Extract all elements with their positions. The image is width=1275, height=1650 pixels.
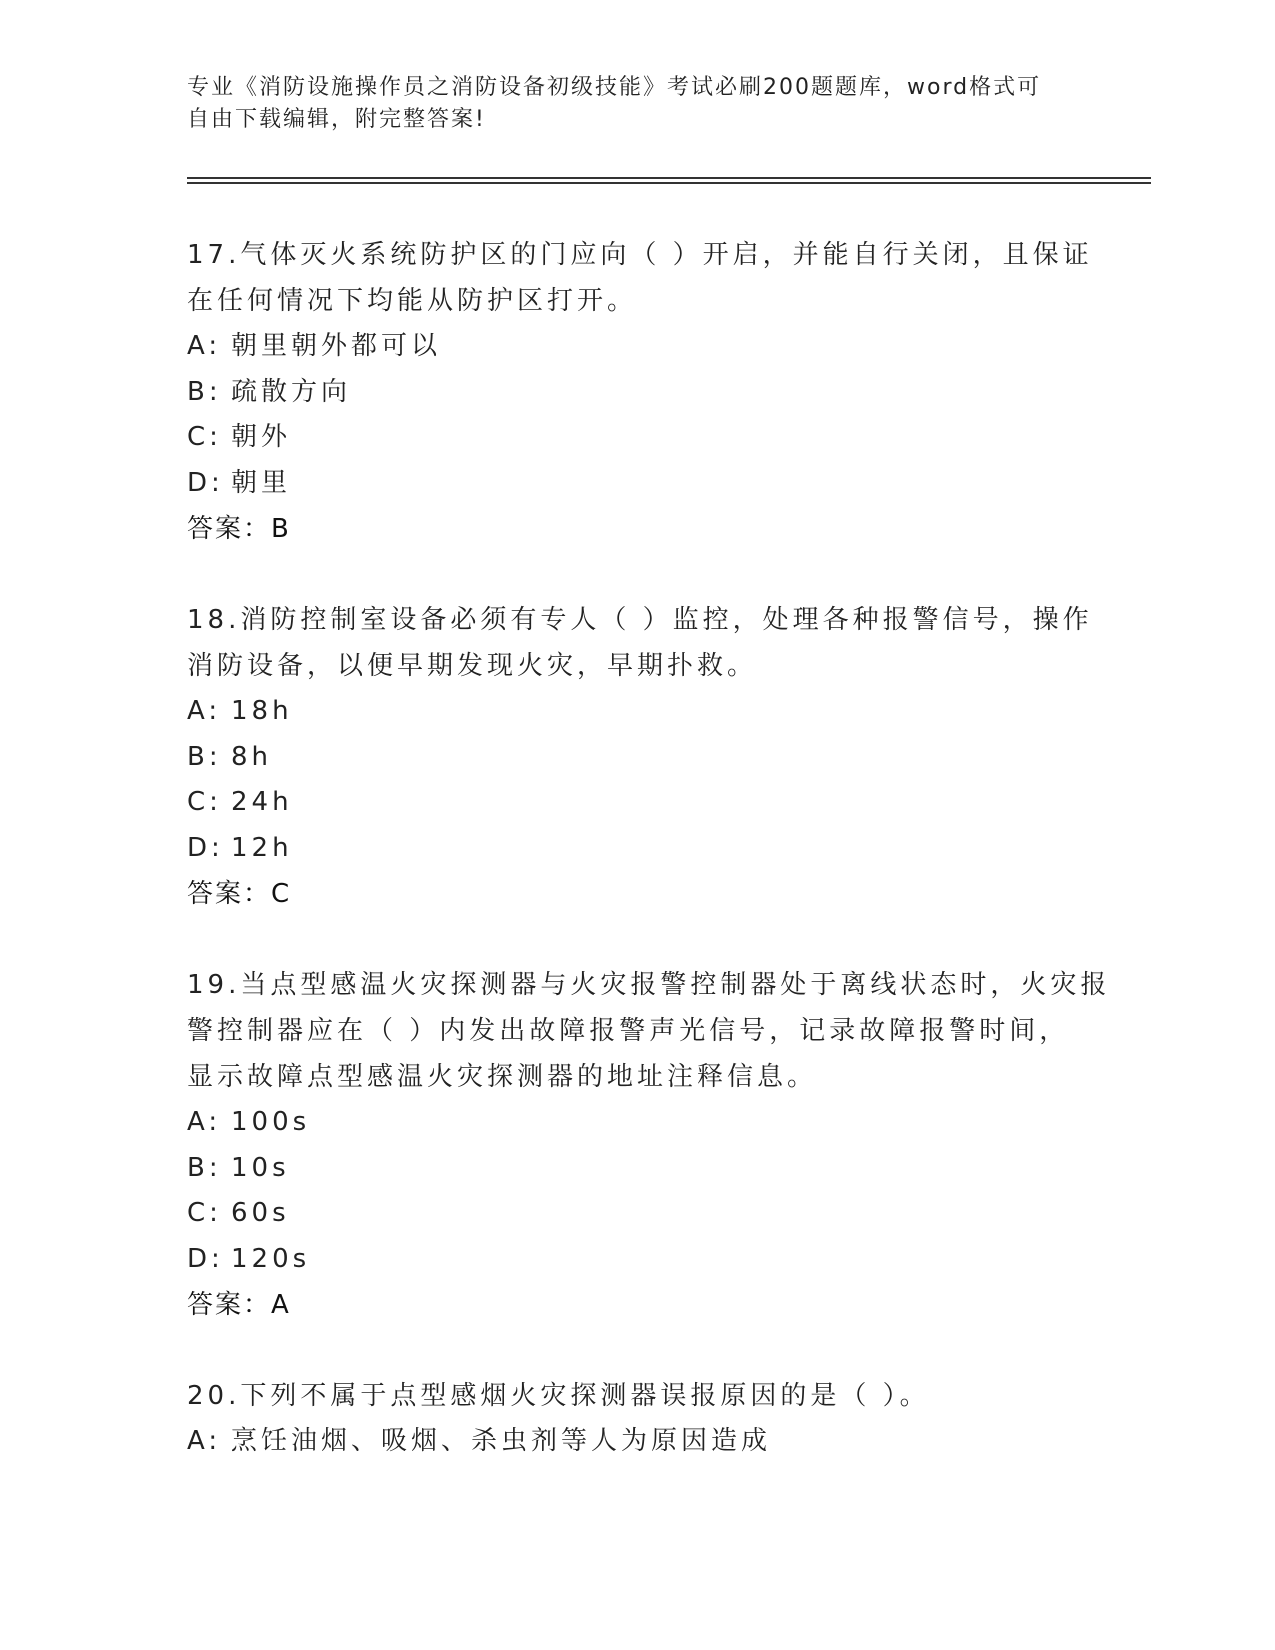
question-stem-line: 17.气体灭火系统防护区的门应向（ ）开启，并能自行关闭，且保证	[187, 240, 1093, 270]
option-letter: C:	[187, 787, 222, 817]
option-letter: B:	[187, 741, 222, 772]
option-letter: C:	[187, 422, 222, 452]
question-stem-line: 消防设备，以便早期发现火灾，早期扑救。	[187, 651, 758, 681]
header-divider-top	[187, 177, 1151, 179]
option-text: 朝外	[231, 422, 292, 452]
option-c	[187, 780, 1087, 826]
option-letter: D:	[187, 832, 224, 863]
question-19	[187, 962, 1111, 1328]
option-text: 18h	[231, 696, 293, 726]
option-text: 朝里朝外都可以	[231, 331, 442, 361]
question-stem	[187, 962, 1111, 1100]
answer-text: 答案：C	[187, 879, 292, 909]
option-c	[187, 1191, 1087, 1237]
option-text: 8h	[231, 741, 273, 772]
option-a	[187, 1419, 1087, 1465]
option-b	[187, 1146, 1087, 1192]
question-stem	[187, 232, 1093, 324]
option-text: 10s	[231, 1152, 290, 1183]
question-stem	[187, 1373, 1067, 1419]
option-text: 12h	[231, 832, 293, 863]
option-letter: A:	[187, 696, 222, 726]
header-divider-bottom	[187, 182, 1151, 184]
question-stem-line: 20.下列不属于点型感烟火灾探测器误报原因的是（ ）。	[187, 1381, 930, 1411]
question-stem-line: 警控制器应在（ ）内发出故障报警声光信号，记录故障报警时间，	[187, 1016, 1070, 1046]
question-stem	[187, 597, 1093, 689]
question-list	[187, 232, 1111, 1510]
question-stem-line: 显示故障点型感温火灾探测器的地址注释信息。	[187, 1062, 818, 1092]
option-letter: C:	[187, 1198, 222, 1228]
option-a	[187, 324, 1087, 370]
answer-text: 答案：B	[187, 514, 291, 544]
option-text: 朝里	[231, 467, 292, 498]
option-letter: B:	[187, 376, 222, 407]
option-a	[187, 1100, 1087, 1146]
header-title-line-1: 专业《消防设施操作员之消防设备初级技能》考试必刷200题题库，word格式可	[187, 75, 1042, 100]
question-18	[187, 597, 1093, 917]
question-20	[187, 1373, 1087, 1465]
option-b	[187, 370, 1087, 416]
option-letter: D:	[187, 467, 224, 498]
option-letter: A:	[187, 1426, 222, 1456]
option-d	[187, 1237, 1087, 1283]
header-title-line-2: 自由下载编辑，附完整答案!	[187, 107, 486, 132]
document-header	[187, 72, 1067, 136]
option-b	[187, 735, 1087, 781]
option-a	[187, 689, 1087, 735]
option-text: 24h	[231, 787, 293, 817]
option-text: 烹饪油烟、吸烟、杀虫剂等人为原因造成	[231, 1426, 772, 1456]
question-stem-line: 18.消防控制室设备必须有专人（ ）监控，处理各种报警信号，操作	[187, 605, 1093, 635]
option-text: 120s	[231, 1243, 311, 1274]
answer-text: 答案：A	[187, 1290, 291, 1320]
option-text: 疏散方向	[231, 376, 352, 407]
option-letter: A:	[187, 331, 222, 361]
option-letter: B:	[187, 1152, 222, 1183]
question-stem-line: 在任何情况下均能从防护区打开。	[187, 286, 638, 316]
option-d	[187, 826, 1087, 872]
option-d	[187, 461, 1087, 507]
question-stem-line: 19.当点型感温火灾探测器与火灾报警控制器处于离线状态时，火灾报	[187, 970, 1111, 1000]
question-17	[187, 232, 1093, 552]
option-text: 100s	[231, 1107, 311, 1137]
option-c	[187, 415, 1087, 461]
option-text: 60s	[231, 1198, 290, 1228]
option-letter: A:	[187, 1107, 222, 1137]
option-letter: D:	[187, 1243, 224, 1274]
